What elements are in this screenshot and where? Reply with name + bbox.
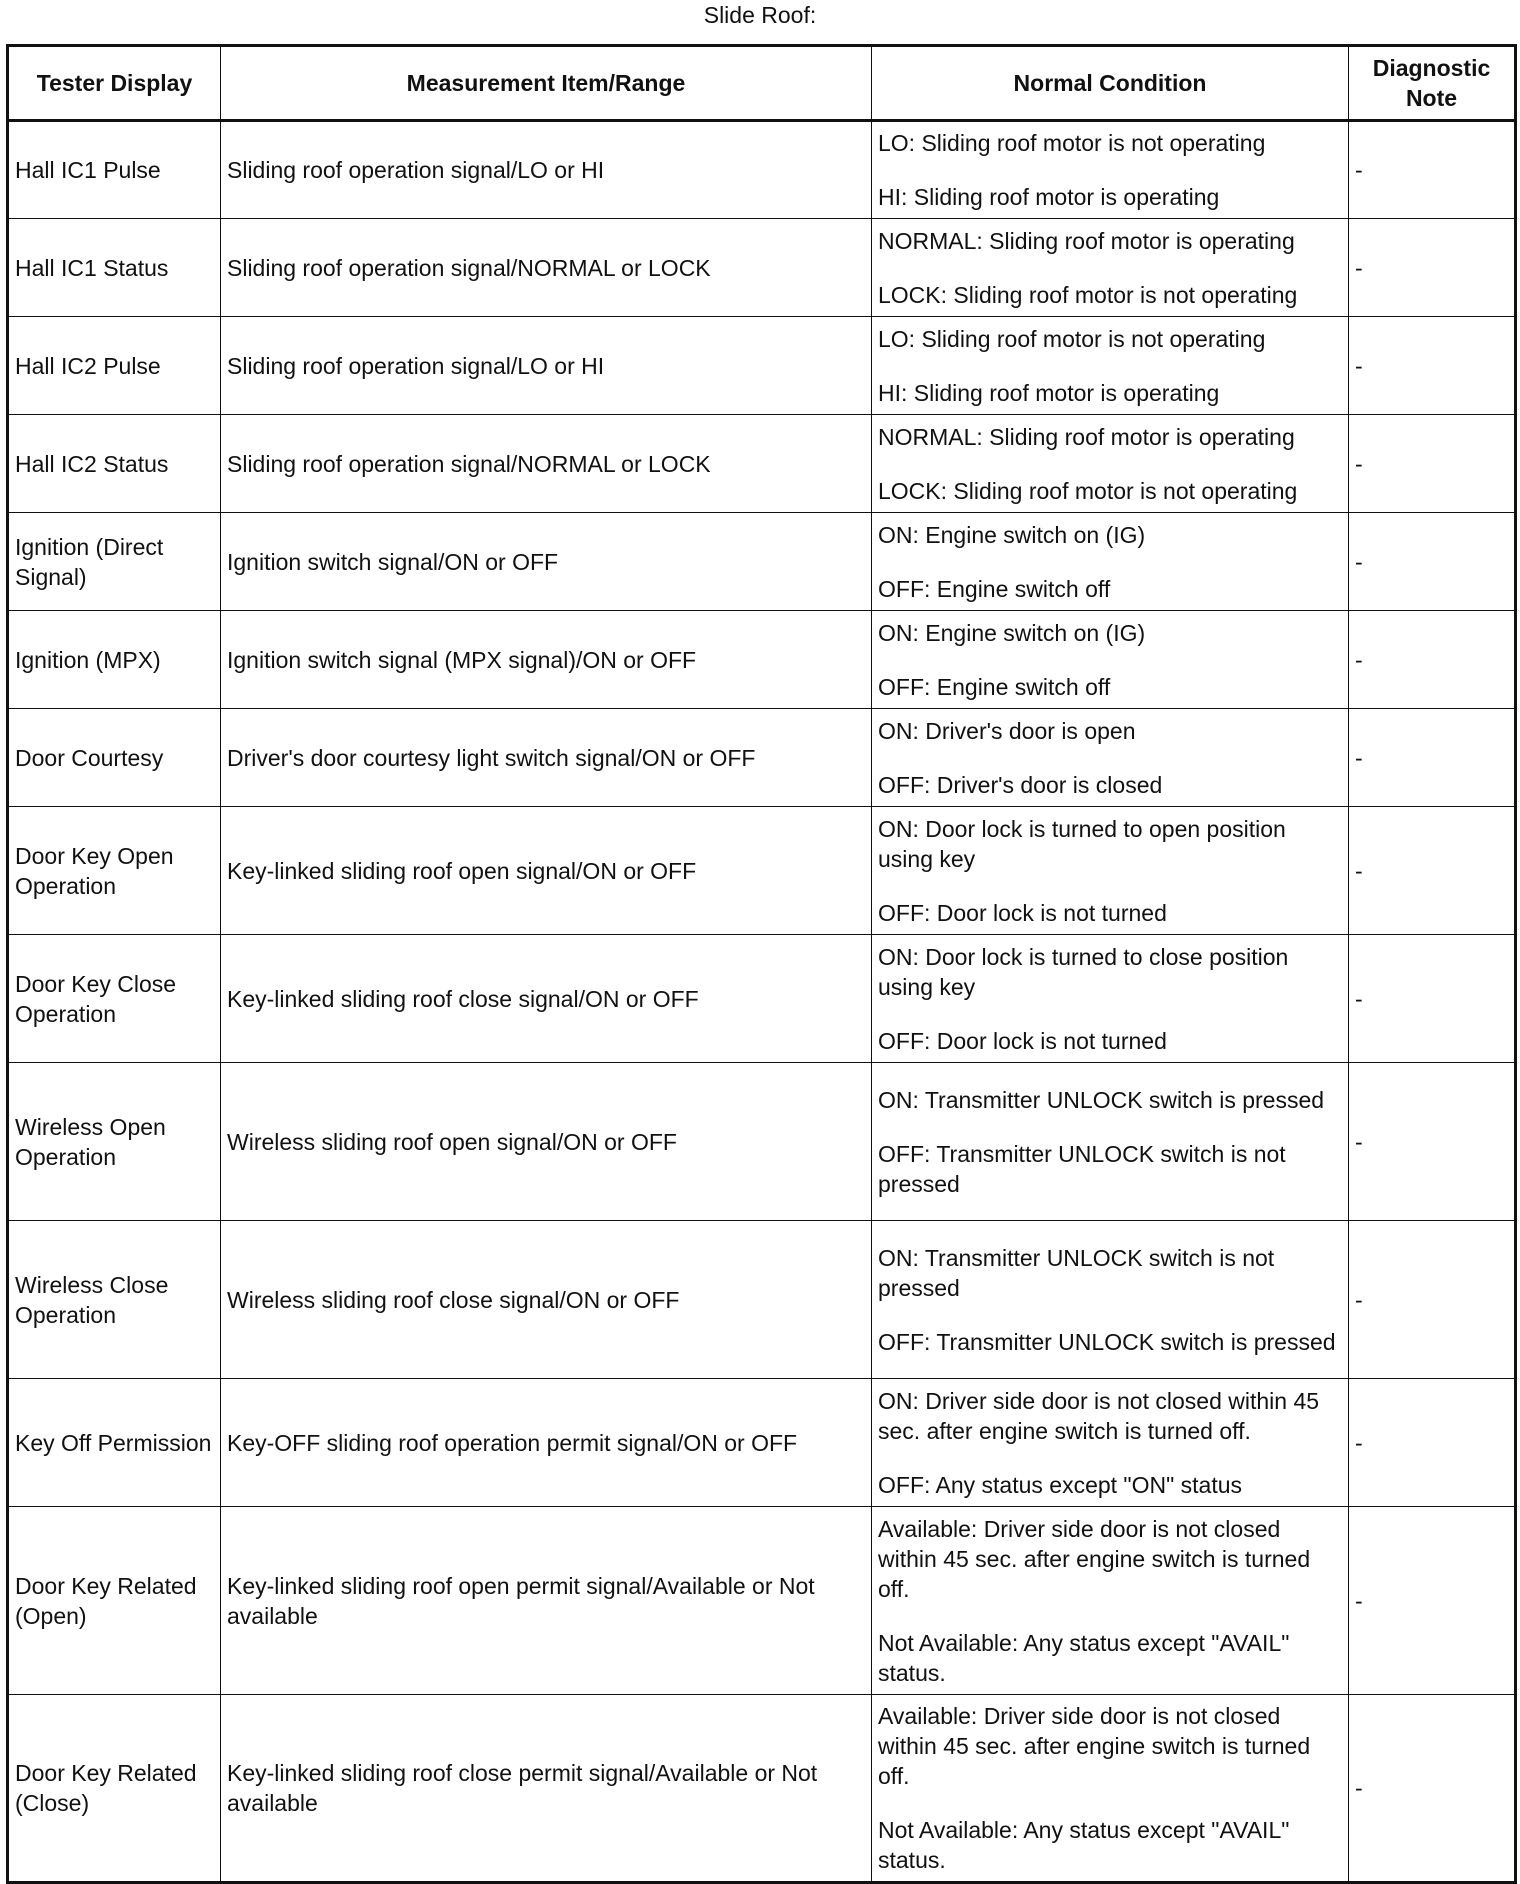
normal-condition-cell — [872, 219, 1349, 317]
table-row — [8, 219, 1516, 317]
tester-display-cell: Hall IC1 Status — [8, 219, 221, 317]
table-row — [8, 415, 1516, 513]
condition-line: ON: Door lock is turned to close position using key — [878, 943, 1289, 1000]
table-row — [8, 1507, 1516, 1695]
measurement-cell: Sliding roof operation signal/NORMAL or LOCK — [221, 415, 872, 513]
condition-line: ON: Door lock is turned to open position using key — [878, 815, 1286, 872]
condition-line: OFF: Any status except "ON" status — [878, 1471, 1243, 1498]
normal-condition-cell — [872, 807, 1349, 935]
diagnostic-note-cell: - — [1349, 807, 1516, 935]
tester-display-cell: Door Key Related (Open) — [8, 1507, 221, 1695]
tester-display-cell: Door Key Related (Close) — [8, 1695, 221, 1883]
condition-line: OFF: Transmitter UNLOCK switch is not pressed — [878, 1140, 1286, 1197]
tester-display-cell: Hall IC1 Pulse — [8, 121, 221, 219]
condition-line: Not Available: Any status except "AVAIL" status. — [878, 1629, 1290, 1686]
condition-line: OFF: Door lock is not turned — [878, 899, 1167, 926]
diagnostic-note-cell: - — [1349, 611, 1516, 709]
condition-line: LOCK: Sliding roof motor is not operating — [878, 477, 1298, 504]
normal-condition-cell — [872, 513, 1349, 611]
header-normal-condition: Normal Condition — [872, 46, 1349, 121]
measurement-cell: Key-linked sliding roof close signal/ON or OFF — [221, 935, 872, 1063]
diagnostic-note-cell: - — [1349, 121, 1516, 219]
normal-condition-cell — [872, 415, 1349, 513]
measurement-cell: Driver's door courtesy light switch signal/ON or OFF — [221, 709, 872, 807]
measurement-cell: Key-OFF sliding roof operation permit signal/ON or OFF — [221, 1379, 872, 1507]
diagnostic-note-cell: - — [1349, 1507, 1516, 1695]
table-row — [8, 611, 1516, 709]
normal-condition-cell — [872, 709, 1349, 807]
table-row — [8, 1695, 1516, 1883]
table-row — [8, 709, 1516, 807]
measurement-cell: Ignition switch signal/ON or OFF — [221, 513, 872, 611]
condition-line: OFF: Engine switch off — [878, 673, 1111, 700]
table-row — [8, 317, 1516, 415]
header-measurement-item: Measurement Item/Range — [221, 46, 872, 121]
condition-line: LO: Sliding roof motor is not operating — [878, 130, 1266, 156]
normal-condition-cell — [872, 935, 1349, 1063]
condition-line: Available: Driver side door is not closed within 45 sec. after engine switch is turned off. — [878, 1515, 1311, 1602]
condition-line: ON: Driver side door is not closed within 45 sec. after engine switch is turned off. — [878, 1387, 1320, 1444]
header-tester-display: Tester Display — [8, 46, 221, 121]
table-row — [8, 807, 1516, 935]
table-row — [8, 121, 1516, 219]
condition-line: ON: Transmitter UNLOCK switch is pressed — [878, 1086, 1325, 1113]
condition-line: OFF: Transmitter UNLOCK switch is pressed — [878, 1328, 1336, 1355]
diagnostic-note-cell: - — [1349, 935, 1516, 1063]
diagnostic-note-cell: - — [1349, 317, 1516, 415]
table-row — [8, 513, 1516, 611]
normal-condition-cell — [872, 1379, 1349, 1507]
measurement-cell: Sliding roof operation signal/LO or HI — [221, 121, 872, 219]
slide-roof-table — [6, 44, 1517, 1884]
normal-condition-cell — [872, 611, 1349, 709]
table-row — [8, 1063, 1516, 1221]
table-row — [8, 1379, 1516, 1507]
condition-line: ON: Driver's door is open — [878, 717, 1136, 744]
condition-line: ON: Transmitter UNLOCK switch is not pressed — [878, 1244, 1275, 1301]
condition-line: Available: Driver side door is not closed within 45 sec. after engine switch is turned off. — [878, 1703, 1311, 1789]
normal-condition-cell — [872, 1063, 1349, 1221]
normal-condition-cell — [872, 1507, 1349, 1695]
table-caption: Slide Roof: — [703, 2, 817, 28]
diagnostic-note-cell: - — [1349, 415, 1516, 513]
condition-line: NORMAL: Sliding roof motor is operating — [878, 227, 1295, 254]
tester-display-cell: Hall IC2 Status — [8, 415, 221, 513]
diagnostic-note-cell: - — [1349, 219, 1516, 317]
header-row — [8, 46, 1516, 121]
normal-condition-cell — [872, 121, 1349, 219]
condition-line: HI: Sliding roof motor is operating — [878, 379, 1220, 406]
tester-display-cell: Hall IC2 Pulse — [8, 317, 221, 415]
table-row — [8, 935, 1516, 1063]
condition-line: ON: Engine switch on (IG) — [878, 521, 1146, 548]
tester-display-cell: Wireless Close Operation — [8, 1221, 221, 1379]
table-row — [8, 1221, 1516, 1379]
measurement-cell: Key-linked sliding roof close permit signal/Available or Not available — [221, 1695, 872, 1883]
diagnostic-note-cell: - — [1349, 1063, 1516, 1221]
normal-condition-cell — [872, 1221, 1349, 1379]
condition-line: Not Available: Any status except "AVAIL" status. — [878, 1817, 1290, 1873]
condition-line: ON: Engine switch on (IG) — [878, 619, 1146, 646]
tester-display-cell: Ignition (Direct Signal) — [8, 513, 221, 611]
measurement-cell: Key-linked sliding roof open permit signal/Available or Not available — [221, 1507, 872, 1695]
measurement-cell: Sliding roof operation signal/NORMAL or LOCK — [221, 219, 872, 317]
condition-line: OFF: Door lock is not turned — [878, 1027, 1167, 1054]
tester-display-cell: Ignition (MPX) — [8, 611, 221, 709]
tester-display-cell: Door Key Close Operation — [8, 935, 221, 1063]
tester-display-cell: Wireless Open Operation — [8, 1063, 221, 1221]
table-body — [8, 121, 1516, 1883]
measurement-cell: Sliding roof operation signal/LO or HI — [221, 317, 872, 415]
condition-line: NORMAL: Sliding roof motor is operating — [878, 423, 1295, 450]
condition-line: OFF: Driver's door is closed — [878, 771, 1163, 798]
measurement-cell: Key-linked sliding roof open signal/ON or OFF — [221, 807, 872, 935]
diagnostic-note-cell: - — [1349, 1379, 1516, 1507]
measurement-cell: Ignition switch signal (MPX signal)/ON or OFF — [221, 611, 872, 709]
condition-line: OFF: Engine switch off — [878, 575, 1111, 602]
tester-display-cell: Door Key Open Operation — [8, 807, 221, 935]
condition-line: HI: Sliding roof motor is operating — [878, 184, 1220, 210]
condition-line: LO: Sliding roof motor is not operating — [878, 325, 1266, 352]
measurement-cell: Wireless sliding roof close signal/ON or OFF — [221, 1221, 872, 1379]
condition-line: LOCK: Sliding roof motor is not operating — [878, 281, 1298, 308]
measurement-cell: Wireless sliding roof open signal/ON or OFF — [221, 1063, 872, 1221]
header-diagnostic-note: Diagnostic Note — [1349, 46, 1516, 121]
diagnostic-note-cell: - — [1349, 513, 1516, 611]
tester-display-cell: Key Off Permission — [8, 1379, 221, 1507]
normal-condition-cell — [872, 1695, 1349, 1883]
diagnostic-note-cell: - — [1349, 709, 1516, 807]
tester-display-cell: Door Courtesy — [8, 709, 221, 807]
normal-condition-cell — [872, 317, 1349, 415]
diagnostic-note-cell: - — [1349, 1695, 1516, 1883]
diagnostic-note-cell: - — [1349, 1221, 1516, 1379]
